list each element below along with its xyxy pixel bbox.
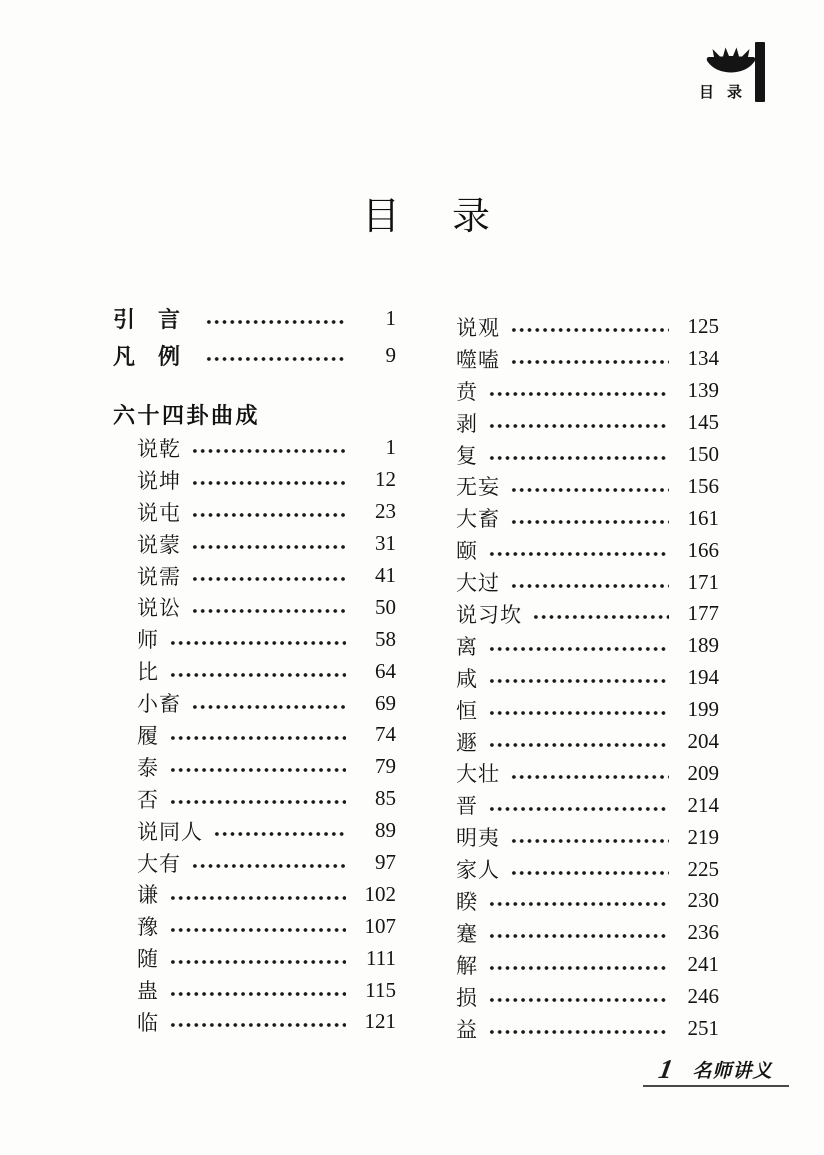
entry-page-number: 12 bbox=[375, 467, 396, 492]
dot-leader bbox=[488, 391, 669, 397]
entry-page-number: 85 bbox=[375, 786, 396, 811]
dot-leader bbox=[510, 519, 669, 525]
dot-leader bbox=[488, 1029, 669, 1035]
toc-entry-row bbox=[113, 528, 396, 560]
toc-entry-row bbox=[456, 311, 719, 343]
dot-leader bbox=[205, 356, 346, 362]
dot-leader bbox=[488, 423, 669, 429]
dot-leader bbox=[510, 359, 669, 365]
dot-leader bbox=[191, 863, 346, 869]
toc-entry-row bbox=[456, 375, 719, 407]
entry-page-number: 225 bbox=[687, 856, 719, 881]
entry-page-number: 1 bbox=[385, 435, 396, 460]
entry-page-number: 79 bbox=[375, 754, 396, 779]
toc-entry-row bbox=[113, 719, 396, 751]
dot-leader bbox=[169, 959, 346, 965]
entry-title: 小畜 bbox=[137, 692, 181, 717]
dot-leader bbox=[191, 480, 346, 486]
toc-entry-row bbox=[113, 560, 396, 592]
entry-title: 说蒙 bbox=[137, 532, 181, 557]
toc-entry-row bbox=[456, 917, 719, 949]
toc-entry-row bbox=[456, 694, 719, 726]
section-heading: 六十四卦曲成 bbox=[113, 403, 261, 428]
dot-leader bbox=[169, 672, 346, 678]
corner-running-title: 目录 bbox=[699, 84, 756, 101]
entry-page-number: 166 bbox=[687, 537, 719, 562]
dot-leader bbox=[488, 806, 669, 812]
toc-entry-row bbox=[456, 853, 719, 885]
dot-leader bbox=[169, 767, 346, 773]
entry-title: 凡例 bbox=[113, 344, 204, 369]
dot-leader bbox=[488, 710, 669, 716]
toc-entry-row bbox=[456, 534, 719, 566]
dot-leader bbox=[488, 646, 669, 652]
toc-entry-row bbox=[113, 910, 396, 942]
toc-entry-row bbox=[113, 783, 396, 815]
entry-page-number: 134 bbox=[687, 346, 719, 371]
toc-entry-row bbox=[113, 337, 396, 374]
entry-title: 引言 bbox=[113, 307, 204, 332]
dot-leader bbox=[510, 583, 669, 589]
toc-entry-row bbox=[113, 623, 396, 655]
entry-title: 无妄 bbox=[456, 475, 500, 500]
toc-entry-row bbox=[456, 789, 719, 821]
entry-title: 说乾 bbox=[137, 436, 181, 461]
toc-entry-row bbox=[113, 300, 396, 337]
front-matter-list bbox=[113, 300, 396, 374]
crown-icon bbox=[706, 46, 756, 73]
dot-leader bbox=[191, 512, 346, 518]
entry-title: 随 bbox=[137, 947, 159, 972]
entry-title: 遯 bbox=[456, 730, 478, 755]
dot-leader bbox=[169, 735, 346, 741]
toc-entry-row bbox=[113, 496, 396, 528]
dot-leader bbox=[169, 1022, 346, 1028]
entry-title: 说习坎 bbox=[456, 602, 522, 627]
dot-leader bbox=[488, 455, 669, 461]
dot-leader bbox=[532, 614, 669, 620]
dot-leader bbox=[488, 933, 669, 939]
entry-title: 否 bbox=[137, 787, 159, 812]
dot-leader bbox=[169, 895, 346, 901]
toc-entry-row bbox=[456, 885, 719, 917]
toc-entry-row bbox=[113, 432, 396, 464]
entry-title: 益 bbox=[456, 1017, 478, 1042]
entry-title: 晋 bbox=[456, 794, 478, 819]
toc-entry-row bbox=[113, 1006, 396, 1038]
entry-page-number: 161 bbox=[687, 505, 719, 530]
toc-entry-row bbox=[113, 655, 396, 687]
footer-page-number: 1 bbox=[656, 1053, 676, 1084]
entry-page-number: 31 bbox=[375, 531, 396, 556]
entry-title: 大畜 bbox=[456, 507, 500, 532]
toc-entry-row bbox=[113, 751, 396, 783]
toc-entry-row bbox=[456, 566, 719, 598]
entry-title: 说坤 bbox=[137, 468, 181, 493]
dot-leader bbox=[510, 487, 669, 493]
spacer bbox=[113, 374, 396, 400]
dot-leader bbox=[510, 870, 669, 876]
dot-leader bbox=[169, 927, 346, 933]
entry-page-number: 194 bbox=[687, 665, 719, 690]
entry-title: 解 bbox=[456, 953, 478, 978]
entry-page-number: 107 bbox=[364, 913, 396, 938]
entry-title: 贲 bbox=[456, 379, 478, 404]
entry-page-number: 69 bbox=[375, 690, 396, 715]
entry-title: 谦 bbox=[137, 883, 159, 908]
dot-leader bbox=[191, 544, 346, 550]
entry-title: 大有 bbox=[137, 851, 181, 876]
toc-entry-row bbox=[456, 949, 719, 981]
entry-title: 明夷 bbox=[456, 826, 500, 851]
hexagram-list-left bbox=[113, 432, 396, 1038]
toc-entry-row bbox=[456, 343, 719, 375]
toc-entry-row bbox=[456, 407, 719, 439]
entry-title: 临 bbox=[137, 1010, 159, 1035]
toc-entry-row bbox=[113, 942, 396, 974]
entry-page-number: 236 bbox=[687, 920, 719, 945]
dot-leader bbox=[510, 327, 669, 333]
toc-entry-row bbox=[113, 591, 396, 623]
entry-title: 大壮 bbox=[456, 762, 500, 787]
toc-entry-row bbox=[456, 630, 719, 662]
entry-title: 蛊 bbox=[137, 979, 159, 1004]
entry-page-number: 89 bbox=[375, 818, 396, 843]
entry-page-number: 121 bbox=[364, 1009, 396, 1034]
entry-title: 咸 bbox=[456, 666, 478, 691]
dot-leader bbox=[488, 965, 669, 971]
hexagram-list-right bbox=[456, 311, 719, 1044]
entry-page-number: 74 bbox=[375, 722, 396, 747]
entry-page-number: 41 bbox=[375, 563, 396, 587]
toc-entry-row bbox=[113, 974, 396, 1006]
entry-title: 师 bbox=[137, 628, 159, 653]
entry-title: 大过 bbox=[456, 571, 500, 596]
entry-title: 剥 bbox=[456, 411, 478, 436]
toc-entry-row bbox=[456, 821, 719, 853]
toc-right-column bbox=[456, 311, 719, 1044]
entry-page-number: 125 bbox=[687, 314, 719, 339]
dot-leader bbox=[488, 742, 669, 748]
dot-leader bbox=[488, 678, 669, 684]
toc-entry-row bbox=[456, 662, 719, 694]
dot-leader bbox=[488, 997, 669, 1003]
toc-left-column bbox=[113, 300, 396, 1038]
entry-title: 颐 bbox=[456, 539, 478, 564]
dot-leader bbox=[191, 576, 346, 582]
entry-page-number: 251 bbox=[687, 1016, 719, 1041]
entry-page-number: 241 bbox=[687, 952, 719, 977]
dot-leader bbox=[191, 448, 346, 454]
entry-page-number: 177 bbox=[687, 601, 719, 626]
toc-entry-row bbox=[456, 981, 719, 1013]
dot-leader bbox=[191, 608, 346, 614]
entry-page-number: 9 bbox=[385, 343, 396, 367]
entry-page-number: 23 bbox=[375, 499, 396, 524]
dot-leader bbox=[205, 319, 346, 325]
entry-title: 蹇 bbox=[456, 921, 478, 946]
toc-entry-row bbox=[456, 598, 719, 630]
toc-entry-row bbox=[113, 464, 396, 496]
entry-page-number: 97 bbox=[375, 850, 396, 875]
toc-entry-row bbox=[113, 687, 396, 719]
entry-page-number: 209 bbox=[687, 760, 719, 785]
dot-leader bbox=[169, 991, 346, 997]
dot-leader bbox=[191, 704, 346, 710]
entry-page-number: 171 bbox=[687, 569, 719, 594]
entry-title: 家人 bbox=[456, 858, 500, 883]
entry-title: 复 bbox=[456, 443, 478, 468]
entry-title: 损 bbox=[456, 985, 478, 1010]
entry-page-number: 199 bbox=[687, 697, 719, 722]
toc-entry-row bbox=[456, 1013, 719, 1045]
dot-leader bbox=[488, 551, 669, 557]
entry-title: 比 bbox=[137, 660, 159, 685]
entry-title: 说同人 bbox=[137, 819, 203, 844]
entry-page-number: 150 bbox=[687, 442, 719, 466]
toc-entry-row bbox=[456, 439, 719, 471]
toc-entry-row bbox=[456, 502, 719, 534]
entry-title: 睽 bbox=[456, 889, 478, 914]
entry-page-number: 189 bbox=[687, 633, 719, 658]
entry-title: 离 bbox=[456, 634, 478, 659]
entry-page-number: 156 bbox=[687, 473, 719, 498]
dot-leader bbox=[510, 774, 669, 780]
toc-entry-row bbox=[456, 726, 719, 758]
entry-page-number: 115 bbox=[365, 977, 396, 1002]
entry-page-number: 64 bbox=[375, 658, 396, 683]
toc-entry-row bbox=[456, 757, 719, 789]
entry-page-number: 1 bbox=[385, 306, 396, 330]
dot-leader bbox=[488, 901, 669, 907]
entry-title: 噬嗑 bbox=[456, 347, 500, 372]
entry-title: 说观 bbox=[456, 315, 500, 340]
page-title: 目录 bbox=[362, 196, 543, 238]
toc-entry-row bbox=[113, 878, 396, 910]
toc-entry-row bbox=[113, 847, 396, 879]
toc-entry-row bbox=[456, 470, 719, 502]
dot-leader bbox=[213, 831, 346, 837]
entry-page-number: 145 bbox=[687, 410, 719, 435]
entry-page-number: 204 bbox=[687, 729, 719, 754]
footer-brand: 名师讲义 bbox=[692, 1060, 773, 1082]
margin-bar bbox=[755, 42, 765, 102]
entry-page-number: 111 bbox=[366, 945, 396, 970]
entry-title: 恒 bbox=[456, 698, 478, 723]
entry-page-number: 139 bbox=[687, 378, 719, 403]
entry-title: 履 bbox=[137, 723, 159, 748]
entry-page-number: 58 bbox=[375, 626, 396, 651]
entry-page-number: 219 bbox=[687, 824, 719, 849]
entry-page-number: 102 bbox=[364, 881, 396, 906]
dot-leader bbox=[169, 799, 346, 805]
entry-page-number: 214 bbox=[687, 792, 719, 817]
entry-title: 豫 bbox=[137, 915, 159, 940]
dot-leader bbox=[510, 838, 669, 844]
toc-entry-row bbox=[113, 815, 396, 847]
entry-title: 说屯 bbox=[137, 500, 181, 525]
entry-title: 说需 bbox=[137, 564, 181, 589]
entry-page-number: 50 bbox=[375, 594, 396, 619]
page-footer bbox=[643, 1053, 789, 1087]
entry-page-number: 246 bbox=[687, 984, 719, 1009]
entry-title: 说讼 bbox=[137, 596, 181, 621]
entry-page-number: 230 bbox=[687, 888, 719, 913]
dot-leader bbox=[169, 640, 346, 646]
entry-title: 泰 bbox=[137, 755, 159, 780]
